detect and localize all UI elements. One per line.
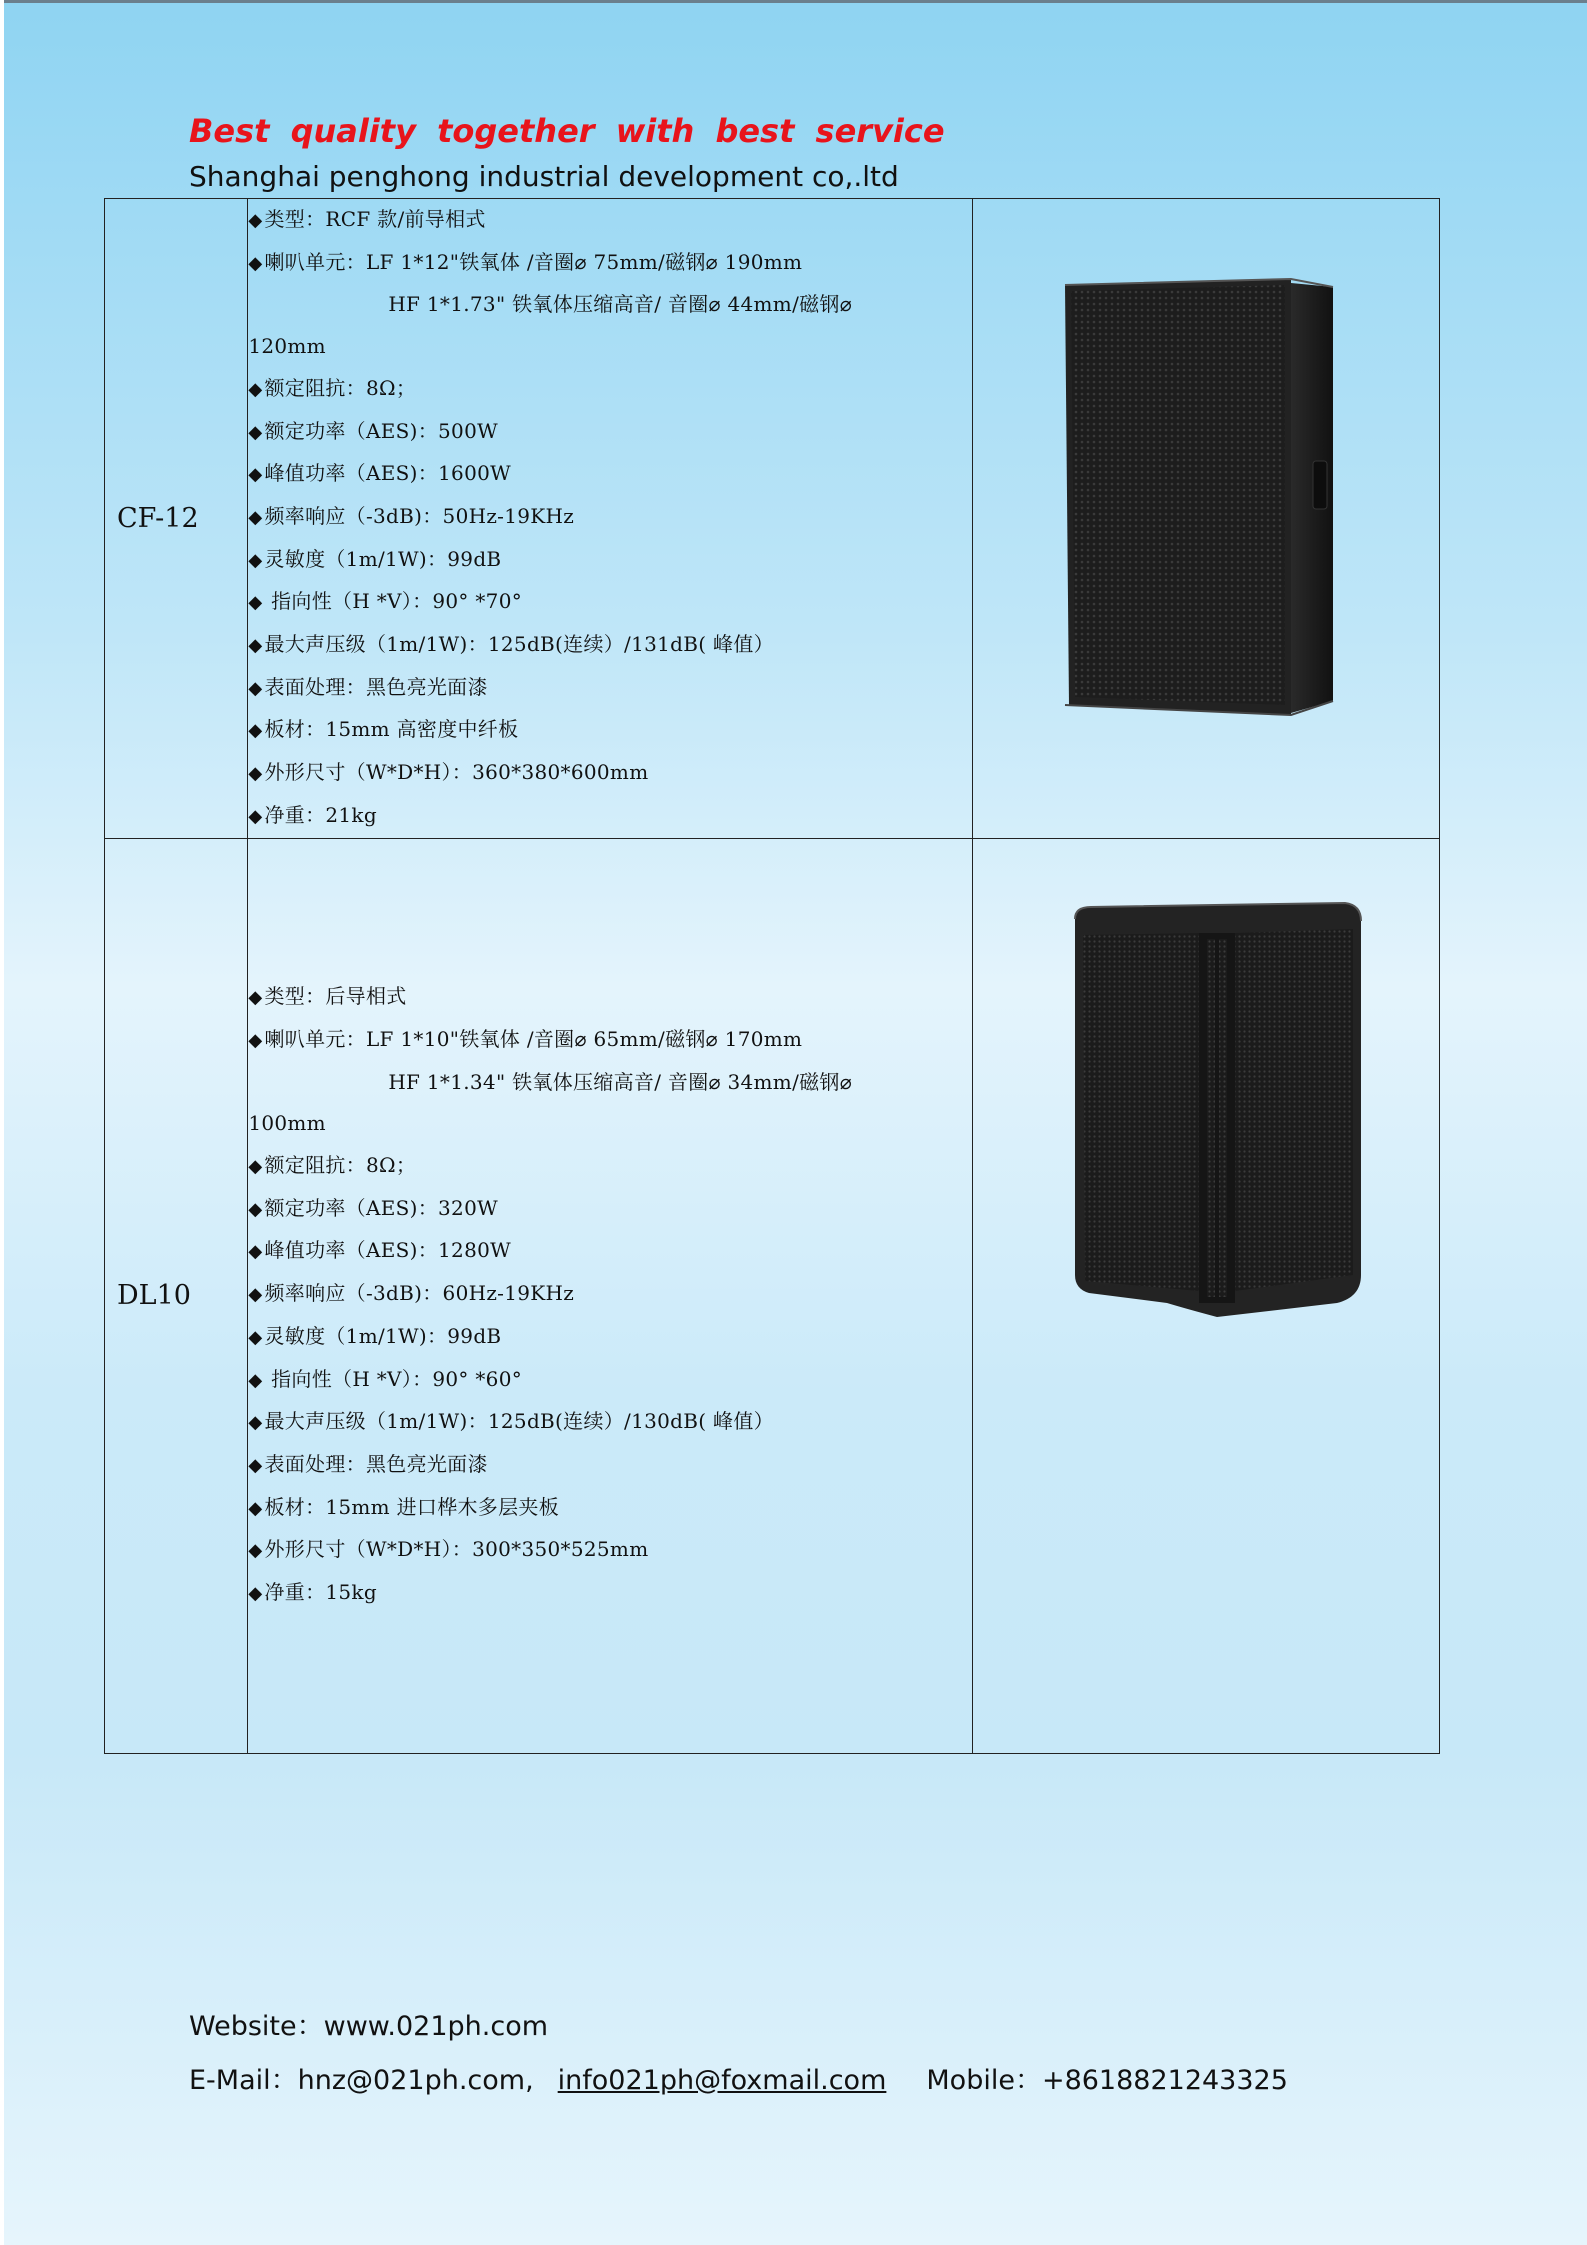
header-company: Shanghai penghong industrial development co,.ltd — [189, 160, 899, 193]
spec-line — [248, 199, 972, 242]
spec-line — [248, 1359, 972, 1402]
bullet-diamond-icon: ◆ — [248, 1412, 263, 1434]
spec-line — [248, 284, 972, 326]
spec-text: 板材：15mm 进口桦木多层夹板 — [264, 1494, 560, 1519]
spec-line — [248, 1062, 972, 1104]
spec-text: HF 1*1.73" 铁氧体压缩高音/ 音圈⌀ 44mm/磁钢⌀ — [388, 292, 853, 317]
product-image-cell — [972, 838, 1439, 1753]
bullet-diamond-icon: ◆ — [248, 1497, 263, 1519]
speaker-cabinet-cf12-icon — [1055, 265, 1355, 735]
bullet-diamond-icon: ◆ — [248, 805, 263, 827]
spec-text: 100mm — [248, 1111, 326, 1136]
spec-line — [248, 709, 972, 752]
bullet-diamond-icon: ◆ — [248, 763, 263, 785]
spec-text: 最大声压级（1m/1W)：125dB(连续）/131dB( 峰值） — [264, 632, 774, 657]
spec-text: 类型：RCF 款/前导相式 — [264, 207, 486, 231]
spec-line — [248, 1487, 972, 1530]
spec-text: 外形尺寸（W*D*H）：300*350*525mm — [264, 1537, 649, 1562]
model-name: DL10 — [117, 1280, 191, 1312]
spec-line — [248, 976, 972, 1019]
bullet-diamond-icon: ◆ — [248, 1455, 263, 1476]
spec-list-dl10 — [248, 976, 972, 1615]
spec-text: 额定阻抗：8Ω； — [264, 375, 417, 400]
header-slogan: Best quality together with best service — [189, 112, 945, 150]
spec-line — [248, 1572, 972, 1615]
spec-cell — [248, 838, 973, 1753]
table-row-cf12 — [105, 199, 1440, 839]
bullet-diamond-icon: ◆ — [248, 1326, 263, 1348]
model-cell — [105, 199, 248, 839]
spec-line — [248, 1444, 972, 1487]
bullet-diamond-icon: ◆ — [248, 592, 263, 614]
bullet-diamond-icon: ◆ — [248, 1369, 263, 1391]
spec-line — [248, 624, 972, 667]
spec-text: 表面处理：黑色亮光面漆 — [264, 1452, 488, 1476]
spec-cell — [248, 199, 973, 839]
bullet-diamond-icon: ◆ — [248, 1198, 263, 1220]
page-left-edge — [0, 0, 4, 2245]
spec-text: 板材：15mm 高密度中纤板 — [264, 717, 519, 742]
bullet-diamond-icon: ◆ — [248, 987, 263, 1009]
bullet-diamond-icon: ◆ — [248, 1540, 263, 1562]
spec-line — [248, 411, 972, 454]
product-image-cell — [972, 199, 1439, 839]
spec-text: 额定功率（AES)：500W — [264, 418, 498, 443]
spec-line — [248, 1316, 972, 1359]
spec-text: HF 1*1.34" 铁氧体压缩高音/ 音圈⌀ 34mm/磁钢⌀ — [388, 1069, 853, 1094]
bullet-diamond-icon: ◆ — [248, 1583, 263, 1605]
spec-line — [248, 1019, 972, 1062]
bullet-diamond-icon: ◆ — [248, 210, 263, 231]
bullet-diamond-icon: ◆ — [248, 1241, 263, 1263]
spec-line — [248, 1145, 972, 1188]
spec-text: 类型：后导相式 — [264, 984, 407, 1009]
model-name: CF-12 — [117, 502, 199, 534]
spec-line — [248, 496, 972, 539]
spec-text: 灵敏度（1m/1W)：99dB — [264, 546, 502, 571]
spec-text: 喇叭单元：LF 1*10"铁氧体 /音圈⌀ 65mm/磁钢⌀ 170mm — [264, 1026, 803, 1051]
spec-text: 峰值功率（AES)：1600W — [264, 461, 511, 486]
spec-text: 指向性（H *V）：90° *60° — [264, 1366, 523, 1391]
bullet-diamond-icon: ◆ — [248, 421, 263, 443]
product-spec-table — [104, 198, 1440, 1754]
footer-website: Website：www.021ph.com — [189, 2011, 549, 2042]
spec-line — [248, 1401, 972, 1444]
bullet-diamond-icon: ◆ — [248, 1029, 263, 1051]
spec-text: 最大声压级（1m/1W)：125dB(连续）/130dB( 峰值） — [264, 1409, 774, 1434]
bullet-diamond-icon: ◆ — [248, 252, 263, 274]
spec-line — [248, 1188, 972, 1231]
spec-text: 净重：21kg — [264, 802, 377, 827]
spec-text: 120mm — [248, 334, 326, 359]
model-cell — [105, 838, 248, 1753]
bullet-diamond-icon: ◆ — [248, 1156, 263, 1178]
spec-line — [248, 453, 972, 496]
mobile-text: Mobile：+8618821243325 — [926, 2065, 1288, 2096]
spec-line — [248, 1103, 972, 1145]
spec-line — [248, 368, 972, 411]
bullet-diamond-icon: ◆ — [248, 464, 263, 486]
spec-text: 净重：15kg — [264, 1580, 377, 1605]
email-link[interactable]: info021ph@foxmail.com — [557, 2065, 887, 2096]
spec-line — [248, 581, 972, 624]
spec-text: 频率响应（-3dB)：60Hz-19KHz — [264, 1281, 575, 1306]
spec-text: 表面处理：黑色亮光面漆 — [264, 674, 488, 699]
email-text: E-Mail：hnz@021ph.com, — [189, 2065, 534, 2096]
spec-text: 灵敏度（1m/1W)：99dB — [264, 1323, 502, 1348]
spec-line — [248, 326, 972, 368]
bullet-diamond-icon: ◆ — [248, 378, 263, 400]
spec-line — [248, 752, 972, 795]
bullet-diamond-icon: ◆ — [248, 549, 263, 571]
speaker-cabinet-dl10-icon — [1067, 899, 1367, 1339]
bullet-diamond-icon: ◆ — [248, 506, 263, 528]
spec-line — [248, 1529, 972, 1572]
bullet-diamond-icon: ◆ — [248, 1284, 263, 1306]
top-rule — [0, 0, 1587, 3]
spec-line — [248, 539, 972, 582]
spec-line — [248, 1230, 972, 1273]
bullet-diamond-icon: ◆ — [248, 677, 263, 699]
spec-line — [248, 795, 972, 838]
footer-contact-row — [189, 2058, 1288, 2097]
spec-text: 指向性（H *V）：90° *70° — [264, 589, 523, 614]
spec-list-cf12 — [248, 199, 972, 838]
spec-text: 外形尺寸（W*D*H）：360*380*600mm — [264, 760, 649, 785]
table-row-dl10 — [105, 838, 1440, 1753]
spec-text: 额定阻抗：8Ω； — [264, 1153, 417, 1178]
bullet-diamond-icon: ◆ — [248, 635, 263, 657]
spec-line — [248, 1273, 972, 1316]
spec-text: 峰值功率（AES)：1280W — [264, 1238, 511, 1263]
spec-line — [248, 242, 972, 285]
spec-line — [248, 667, 972, 710]
spec-text: 额定功率（AES)：320W — [264, 1195, 498, 1220]
bullet-diamond-icon: ◆ — [248, 720, 263, 742]
spec-text: 频率响应（-3dB)：50Hz-19KHz — [264, 503, 575, 528]
spec-text: 喇叭单元：LF 1*12"铁氧体 /音圈⌀ 75mm/磁钢⌀ 190mm — [264, 249, 803, 274]
